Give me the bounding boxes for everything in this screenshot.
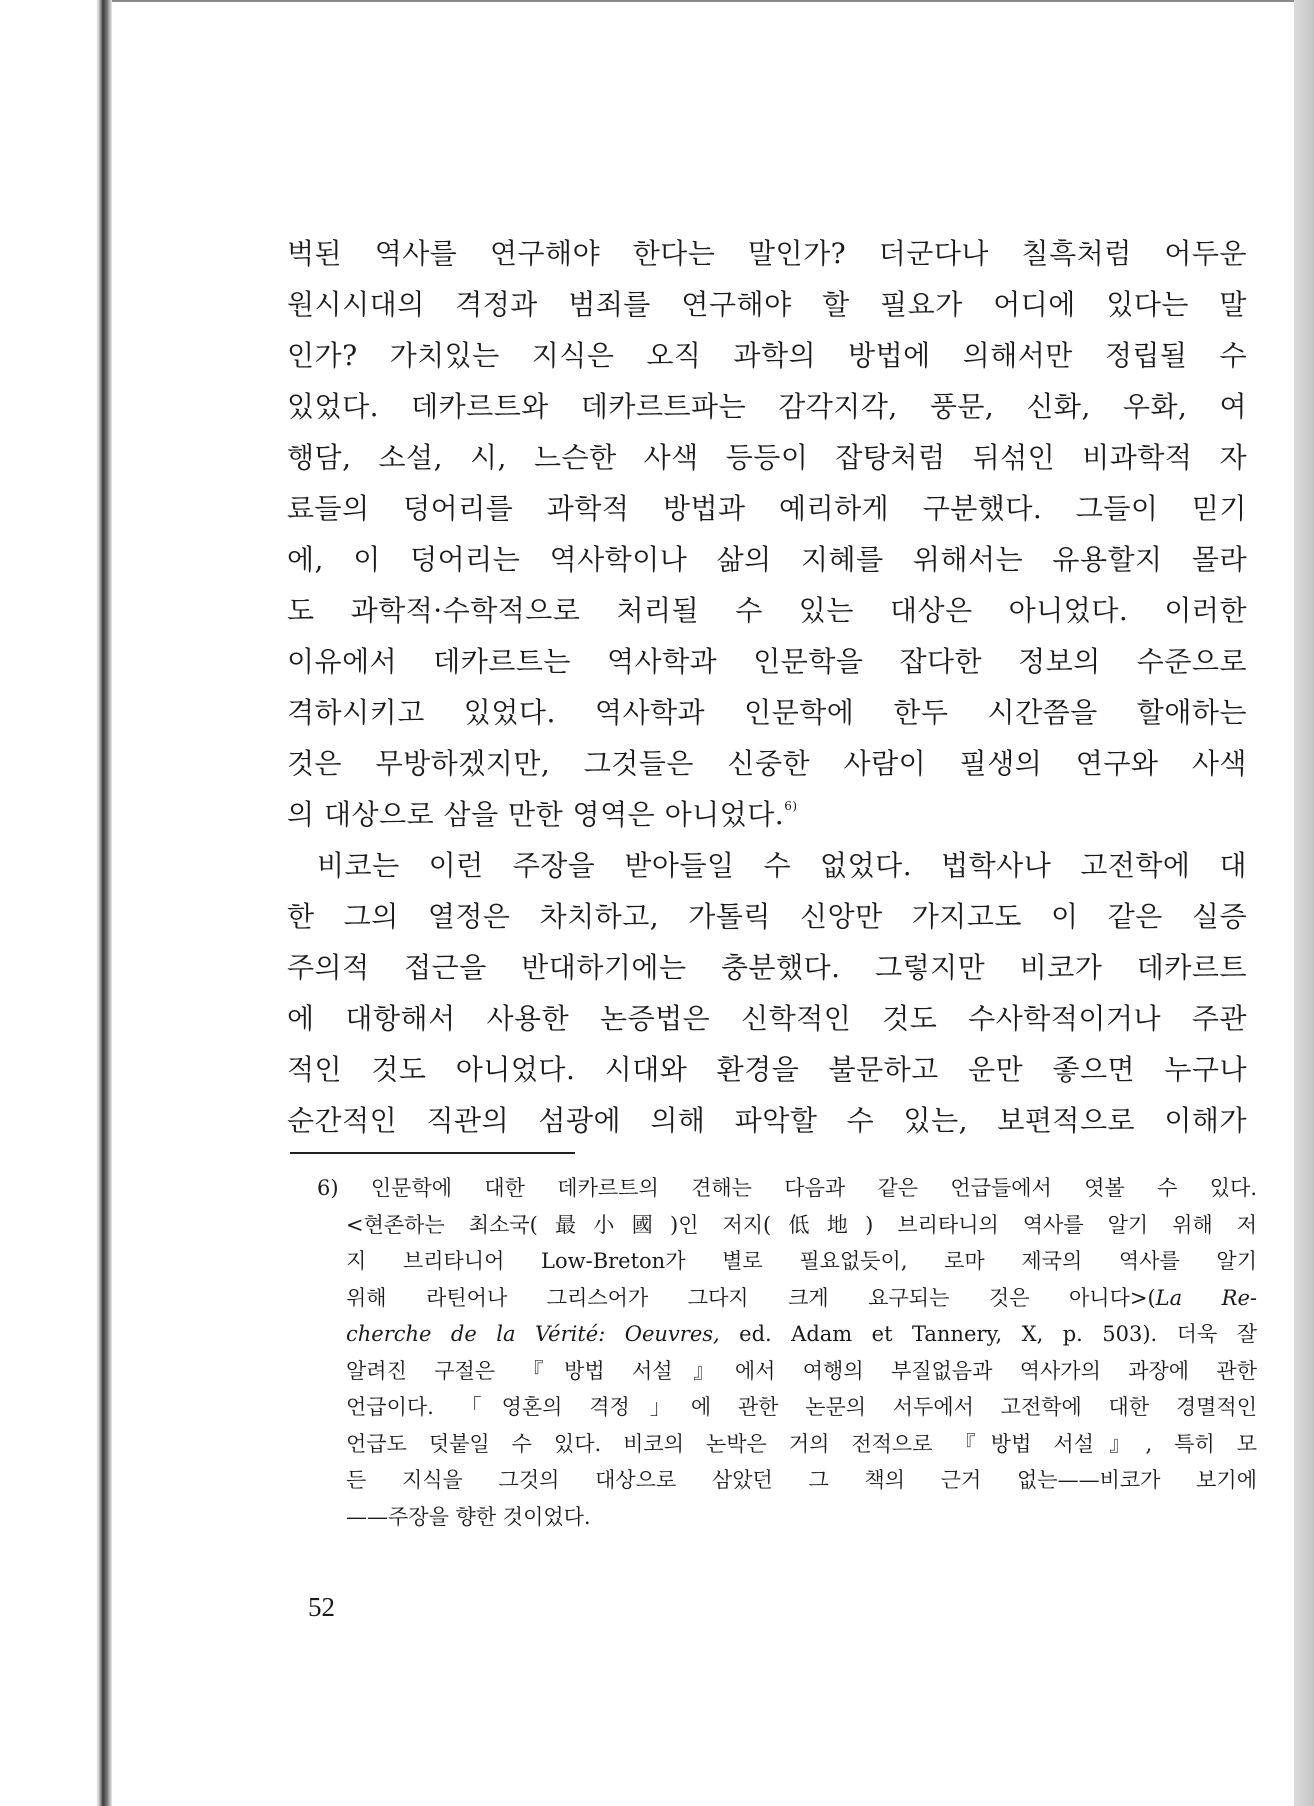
text-line: 행담, 소설, 시, 느슨한 사색 등등이 잡탕처럼 뒤섞인 비과학적 자 [287,441,1247,474]
text-line-paragraph-start: 비코는 이런 주장을 받아들일 수 없었다. 법학사나 고전학에 대 [317,849,1247,882]
footnote-line [317,1316,1257,1353]
footnote-line: ——주장을 향한 것이었다. [346,1504,591,1529]
footnote-line: 알려진 구절은 『방법 서설』에서 여행의 부질없음과 역사가의 과장에 관한 [346,1358,1257,1383]
text-line: 것은 무방하겠지만, 그것들은 신중한 사람이 필생의 연구와 사색 [287,747,1247,780]
text-line: 인가? 가치있는 지식은 오직 과학의 방법에 의해서만 정립될 수 [287,339,1247,372]
text-line: 이유에서 데카르트는 역사학과 인문학을 잡다한 정보의 수준으로 [287,645,1247,678]
footnote-line: 언급이다. 「영혼의 격정」에 관한 논문의 서두에서 고전학에 대한 경멸적인 [346,1395,1257,1419]
footnote-line: 언급도 덧붙일 수 있다. 비코의 논박은 거의 전적으로 『방법 서설』, 특히 모 [346,1431,1257,1456]
text-line: 원시시대의 격정과 범죄를 연구해야 할 필요가 어디에 있다는 말 [287,288,1247,321]
book-binding-fold [0,0,112,1806]
text-line: 료들의 덩어리를 과학적 방법과 예리하게 구분했다. 그들이 믿기 [287,492,1247,525]
text-line: 도 과학적·수학적으로 처리될 수 있는 대상은 아니었다. 이러한 [287,594,1247,627]
footnote-divider [290,1152,575,1154]
footnote-italic-title: La Re- [1155,1285,1257,1310]
footnote-line: <현존하는 최소국(最小國)인 저지(低地) 브리타니의 역사를 알기 위해 저 [346,1212,1257,1237]
text-line: 에 대항해서 사용한 논증법은 신학적인 것도 수사학적이거나 주관 [287,1002,1247,1035]
footnote-italic-title: cherche de la Vérité: Oeuvres, [346,1322,720,1346]
page-number: 52 [308,1592,335,1622]
text-line: 적인 것도 아니었다. 시대와 환경을 불문하고 운만 좋으면 누구나 [287,1053,1247,1086]
book-page [112,0,1294,1806]
footnote-line-text: ed. Adam et Tannery, X, p. 503). 더욱 잘 [719,1322,1257,1346]
text-line: 있었다. 데카르트와 데카르트파는 감각지각, 풍문, 신화, 우화, 여 [287,390,1247,423]
footnote-line [317,1280,1257,1317]
text-line-content: 의 대상으로 삼을 만한 영역은 아니었다. [287,798,785,831]
text-line: 한 그의 열정은 차치하고, 가톨릭 신앙만 가지고도 이 같은 실증 [287,900,1247,933]
text-line: 순간적인 직관의 섬광에 의해 파악할 수 있는, 보편적으로 이해가 [287,1104,1247,1137]
right-scan-margin [1294,0,1314,1806]
footnote-reference: 6) [784,799,798,813]
text-line-paragraph-end [287,789,1247,840]
footnote-line-text: 위해 라틴어나 그리스어가 그다지 크게 요구되는 것은 아니다>( [346,1285,1156,1310]
footnote-line: 지 브리타니어 Low-Breton가 별로 필요없듯이, 로마 제국의 역사를 알기 [346,1249,1257,1273]
text-line: 주의적 접근을 반대하기에는 충분했다. 그렇지만 비코가 데카르트 [287,951,1247,984]
footnote-line: 6) 인문학에 대한 데카르트의 견해는 다음과 같은 언급들에서 엿볼 수 있다. [317,1176,1257,1200]
text-line: 벅된 역사를 연구해야 한다는 말인가? 더군다나 칠흑처럼 어두운 [287,237,1247,270]
text-line: 격하시키고 있었다. 역사학과 인문학에 한두 시간쯤을 할애하는 [287,696,1247,729]
main-text [287,228,1247,1146]
text-line: 에, 이 덩어리는 역사학이나 삶의 지혜를 위해서는 유용할지 몰라 [287,543,1247,576]
footnote-line: 든 지식을 그것의 대상으로 삼았던 그 책의 근거 없는——비코가 보기에 [346,1468,1257,1492]
footnote-block [317,1170,1257,1535]
